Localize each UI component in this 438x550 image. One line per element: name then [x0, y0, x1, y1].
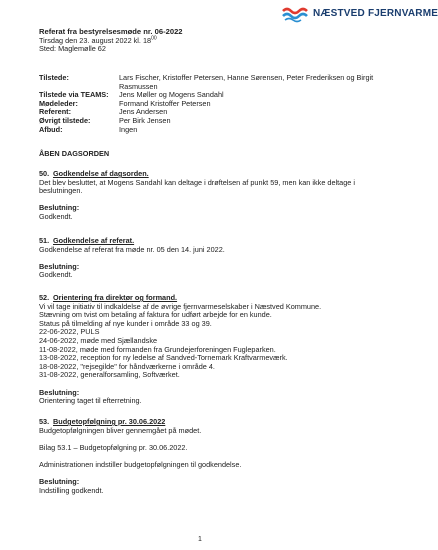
- orientation-line: 22-06-2022, PULS: [39, 327, 100, 337]
- document-header: [39, 28, 369, 54]
- agenda-item-title: Budgetopfølgning pr. 30.06.2022: [53, 417, 166, 426]
- agenda-item-body: Budgetopfølgningen bliver gennemgået på mødet.: [39, 425, 202, 435]
- meta-key: Tilstede via TEAMS:: [39, 90, 109, 100]
- agenda-item-51: [39, 237, 374, 280]
- meta-value: Formand Kristoffer Petersen: [119, 98, 211, 108]
- meta-key: Øvrigt tilstede:: [39, 115, 91, 125]
- page-number: 1: [198, 536, 202, 543]
- meta-row-present: [39, 74, 379, 91]
- decision-label: Beslutning:: [39, 203, 80, 213]
- orientation-line: 11-08-2022, møde med formanden fra Grundejerforeningen Fugleparken.: [39, 344, 276, 354]
- meeting-time-sup: 00: [151, 35, 157, 42]
- meta-row-absent: [39, 126, 379, 135]
- attachment-reference: Bilag 53.1 – Budgetopfølgning pr. 30.06.2022.: [39, 442, 188, 452]
- agenda-item-body: Godkendelse af referat fra møde nr. 05 den 14. juni 2022.: [39, 244, 225, 254]
- decision-text: Godkendt.: [39, 211, 73, 221]
- decision-label: Beslutning:: [39, 477, 80, 487]
- logo-text: NÆSTVED FJERNVARME: [313, 7, 438, 19]
- agenda-item-body: Det blev besluttet, at Mogens Sandahl kan deltage i drøftelsen af punkt 59, men kan ikke deltage i beslutningen.: [39, 177, 355, 196]
- agenda-item-52: [39, 294, 374, 406]
- agenda-item-title: Godkendelse af dagsorden.: [53, 169, 149, 178]
- meta-value: Per Birk Jensen: [119, 115, 171, 125]
- meta-value: Ingen: [119, 124, 138, 134]
- meta-key: Tilstede:: [39, 73, 69, 82]
- agenda-item-number: 53.: [39, 417, 50, 426]
- agenda-item-number: 50.: [39, 169, 50, 178]
- agenda-item-title: Orientering fra direktør og formand.: [53, 293, 178, 302]
- meeting-date-text: Tirsdag den 23. august 2022 kl. 18: [39, 35, 152, 45]
- document-title: Referat fra bestyrelsesmøde nr. 06-2022: [39, 27, 183, 36]
- orientation-line: 13-08-2022, reception for ny ledelse af Sandved-Tornemark Kraftvarmeværk.: [39, 353, 288, 363]
- meta-key: Afbud:: [39, 124, 63, 134]
- decision-text: Godkendt.: [39, 270, 73, 280]
- meta-row-other: [39, 117, 379, 126]
- meta-value: Jens Andersen: [119, 107, 168, 117]
- meta-row-chair: [39, 100, 379, 109]
- orientation-line: Status på tilmelding af nye kunder i område 33 og 39.: [39, 318, 212, 328]
- agenda-item-title: Godkendelse af referat.: [53, 236, 135, 245]
- orientation-line: 31-08-2022, generalforsamling, Softværket.: [39, 370, 180, 380]
- meta-key: Mødeleder:: [39, 98, 78, 108]
- company-logo: [282, 3, 438, 25]
- agenda-item-number: 51.: [39, 236, 50, 245]
- agenda-item-53: [39, 418, 374, 495]
- agenda-item-50: [39, 170, 374, 222]
- decision-label: Beslutning:: [39, 387, 80, 397]
- attendance-block: [39, 74, 379, 134]
- meta-value: Jens Møller og Mogens Sandahl: [119, 90, 224, 100]
- orientation-line: 24-06-2022, møde med Sjællandske: [39, 335, 158, 345]
- meta-value: Lars Fischer, Kristoffer Petersen, Hanne Sørensen, Peter Frederiksen og Birgit Rasmussen: [119, 73, 374, 91]
- orientation-line: Stævning om tvist om betaling af faktura for udført arbejde for en kunde.: [39, 310, 272, 320]
- recommendation-text: Administrationen indstiller budgetopfølgningen til godkendelse.: [39, 459, 242, 469]
- meeting-place: Sted: Maglemølle 62: [39, 44, 106, 54]
- decision-text: Orientering taget til efterretning.: [39, 396, 142, 406]
- decision-label: Beslutning:: [39, 261, 80, 271]
- decision-text: Indstilling godkendt.: [39, 485, 104, 495]
- orientation-line: Vi vil tage initiativ til indkaldelse af de øvrige fjernvarmeselskaber i Næstved Kommune.: [39, 301, 322, 311]
- agenda-item-number: 52.: [39, 293, 50, 302]
- agenda-title: ÅBEN DAGSORDEN: [39, 149, 110, 158]
- orientation-line: 18-08-2022, "rejsegilde" for håndværkerne i område 4.: [39, 361, 215, 371]
- wave-logo-icon: [282, 6, 310, 22]
- meta-key: Referent:: [39, 107, 72, 117]
